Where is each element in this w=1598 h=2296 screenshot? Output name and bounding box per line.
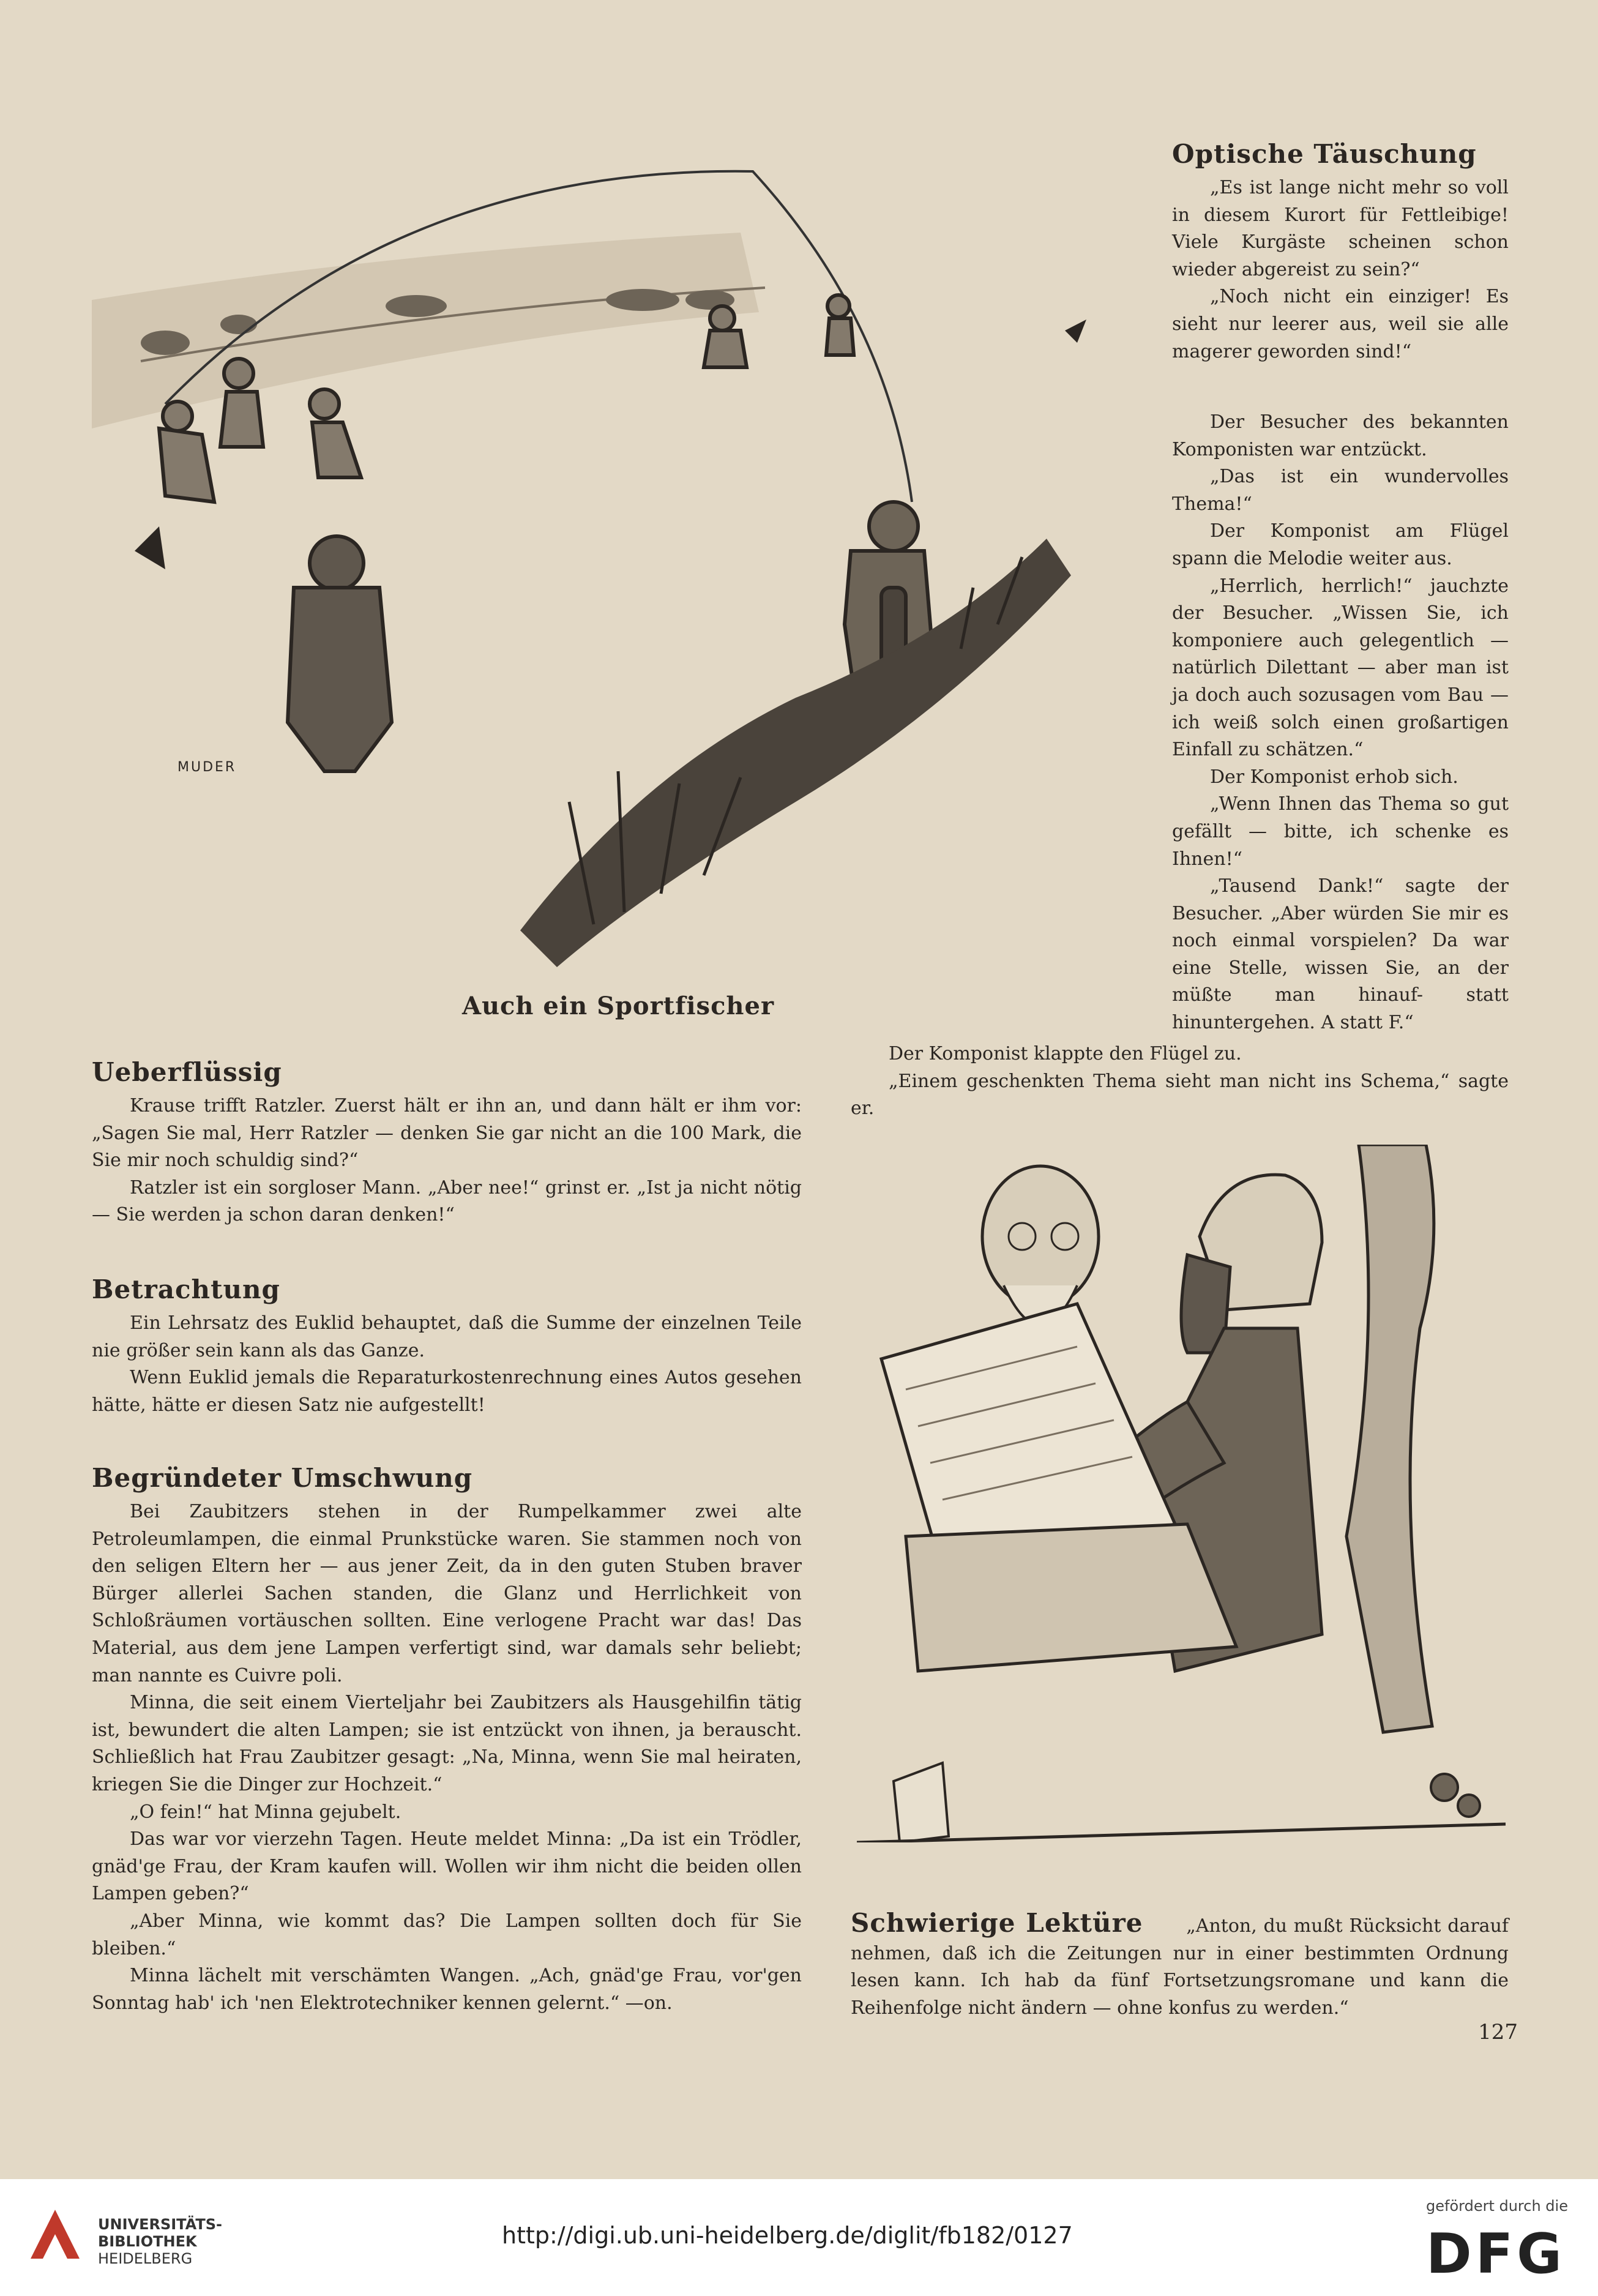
paragraph (851, 1907, 1509, 2022)
library-name-line: UNIVERSITÄTS- (98, 2216, 223, 2233)
article-title: Ueberflüssig (92, 1057, 282, 1087)
article-komponist-right (1172, 409, 1509, 1037)
paragraph: „Aber Minna, wie kommt das? Die Lampen sollten doch für Sie bleiben.“ (92, 1910, 802, 1959)
paragraph: „Herrlich, herrlich!“ jauchzte der Besucher. „Wissen Sie, ich komponiere auch gelegentlich — natürlich Dilettant — aber man ist ja doch auch sozusagen vom Bau — ich weiß solch einen großartigen Einfall zu schätzen.“ (1172, 575, 1509, 761)
cartoon-signature: MUDER (177, 760, 237, 775)
paragraph: Krause trifft Ratzler. Zuerst hält er ihn an, und dann hält er ihm vor: „Sagen Sie mal, Herr Ratzler — denken Sie gar nicht an die 100 Mark, die Sie mir noch schuldig sind?“ (92, 1095, 802, 1172)
dfg-logo: DFG (1426, 2222, 1566, 2286)
paragraph: Der Komponist am Flügel spann die Melodie weiter aus. (1172, 520, 1509, 569)
article-title: Optische Täuschung (1172, 139, 1477, 169)
library-name-line: BIBLIOTHEK (98, 2233, 197, 2250)
library-name-line: HEIDELBERG (98, 2250, 193, 2267)
library-logo-icon (24, 2204, 86, 2265)
article-betrachtung (92, 1273, 802, 1419)
paragraph: „Noch nicht ein einziger! Es sieht nur leerer aus, weil sie alle magerer geworden sind!“ (1172, 286, 1509, 362)
article-ueberfluessig (92, 1056, 802, 1229)
funded-by-text: gefördert durch die (1426, 2197, 1568, 2215)
paragraph: Ein Lehrsatz des Euklid behauptet, daß die Summe der einzelnen Teile nie größer sein kann als das Ganze. (92, 1312, 802, 1361)
article-title: Begründeter Umschwung (92, 1463, 473, 1493)
paragraph: Wenn Euklid jemals die Reparaturkostenrechnung eines Autos gesehen hätte, hätte er diesen Satz nie aufgestellt! (92, 1367, 802, 1416)
library-name (98, 2216, 222, 2267)
cartoon-caption: Auch ein Sportfischer (461, 992, 775, 1020)
paragraph: Ratzler ist ein sorgloser Mann. „Aber nee!“ grinst er. „Ist ja nicht nötig — Sie werden ja schon daran denken!“ (92, 1176, 802, 1226)
article-title: Schwierige Lektüre (851, 1908, 1143, 1938)
article-title: Betrachtung (92, 1274, 280, 1304)
zeitungsleser-cartoon (857, 1145, 1506, 1842)
article-text: „Anton, du mußt Rücksicht darauf nehmen, daß ich die Zeitungen nur in einer bestimmten Ordnung lesen kann. Ich hab da fünf Fortsetzungsromane und kann die Reihenfolge nicht ändern — ohne konfus zu werden.“ (851, 1915, 1509, 2019)
paragraph: „O fein!“ hat Minna gejubelt. (130, 1801, 401, 1823)
paragraph: Das war vor vierzehn Tagen. Heute meldet Minna: „Da ist ein Trödler, gnäd'ge Frau, der Kram kaufen will. Wollen wir ihm nicht die beiden ollen Lampen geben?“ (92, 1828, 802, 1905)
paragraph: Der Besucher des bekannten Komponisten war entzückt. (1172, 411, 1509, 460)
digitization-footer (0, 2179, 1598, 2296)
source-url[interactable]: http://digi.ub.uni-heidelberg.de/diglit/fb182/0127 (502, 2222, 1073, 2249)
article-schwierige-lektuere (851, 1907, 1509, 2022)
sportfischer-cartoon (92, 159, 1169, 979)
article-optische-taeuschung (1172, 138, 1509, 365)
paragraph: „Tausend Dank!“ sagte der Besucher. „Aber würden Sie mir es noch einmal vorspielen? Da war eine Stelle, wissen Sie, an der müßte man hinauf- statt hinuntergehen. A statt F.“ (1172, 875, 1509, 1034)
paragraph: Bei Zaubitzers stehen in der Rumpelkammer zwei alte Petroleumlampen, die einmal Prunkstücke waren. Sie stammen noch von den seligen Eltern her — aus jener Zeit, da in den guten Stuben braver Bürger allerlei Sachen standen, die Glanz und Herrlichkeit von Schloßräumen vortäuschen sollten. Eine verlogene Pracht war das! Das Material, aus dem jene Lampen verfertigt sind, war damals sehr beliebt; man nannte es Cuivre poli. (92, 1501, 802, 1686)
paragraph: „Das ist ein wundervolles Thema!“ (1172, 466, 1509, 515)
paragraph: Der Komponist erhob sich. (1210, 766, 1458, 788)
paragraph: „Es ist lange nicht mehr so voll in diesem Kurort für Fettleibige! Viele Kurgäste scheinen schon wieder abgereist zu sein?“ (1172, 177, 1509, 280)
paragraph: Der Komponist klappte den Flügel zu. (889, 1043, 1242, 1064)
paragraph: Minna lächelt mit verschämten Wangen. „Ach, gnäd'ge Frau, vor'gen Sonntag hab' ich 'nen Elektrotechniker kennen gelernt.“ —on. (92, 1965, 802, 2014)
paragraph: Minna, die seit einem Vierteljahr bei Zaubitzers als Hausgehilfin tätig ist, bewundert die alten Lampen; sie ist entzückt von ihnen, ja berauscht. Schließlich hat Frau Zaubitzer gesagt: „Na, Minna, wenn Sie mal heiraten, kriegen Sie die Dinger zur Hochzeit.“ (92, 1692, 802, 1795)
paragraph: „Wenn Ihnen das Thema so gut gefällt — bitte, ich schenke es Ihnen!“ (1172, 793, 1509, 870)
article-komponist-end (851, 1041, 1509, 1123)
article-begruendeter-umschwung (92, 1462, 802, 2017)
page-number: 127 (1478, 2020, 1518, 2044)
paragraph: „Einem geschenkten Thema sieht man nicht ins Schema,“ sagte er. (851, 1070, 1509, 1120)
